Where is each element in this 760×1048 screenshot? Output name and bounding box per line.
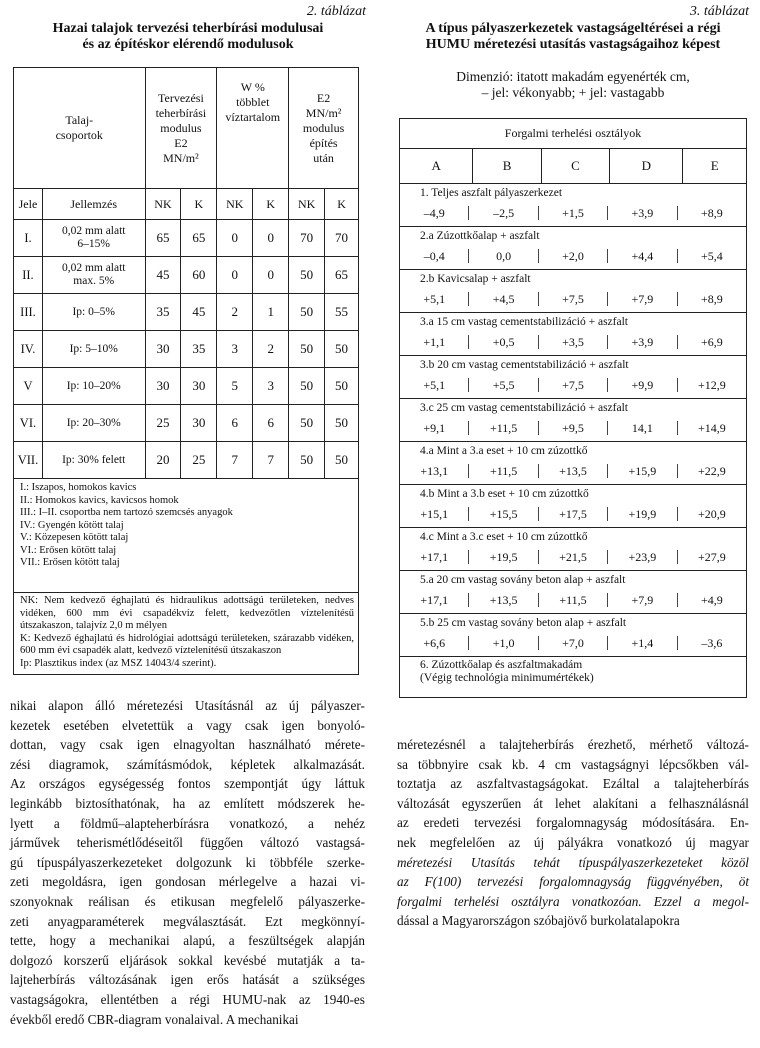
group-values bbox=[400, 249, 746, 263]
table-row bbox=[400, 356, 747, 399]
table-cell: –4,9 bbox=[423, 206, 445, 220]
class-header: D bbox=[610, 149, 683, 184]
text-line: az eredeti tervezési forgalomnagyság módosítására. En- bbox=[397, 815, 749, 831]
legend-line: VI.: Erősen kötött talaj bbox=[20, 544, 117, 556]
table-cell: +0,5 bbox=[468, 335, 537, 349]
pavement-group bbox=[400, 313, 747, 356]
table-cell: +6,9 bbox=[677, 335, 746, 349]
pavement-group bbox=[400, 184, 747, 227]
table-cell: 0 bbox=[253, 220, 289, 257]
text-line: toztatja az aszfaltvastagságokat. Ezáltal a talajteherbírás bbox=[397, 776, 749, 792]
group-title: 3.b 20 cm vastag cementstabilizáció + aszfalt bbox=[420, 359, 629, 371]
table-cell: +1,5 bbox=[538, 206, 607, 220]
legend-line: K: Kedvező éghajlatú és hidrológiai adottságú területeken, szárazabb vidéken, 600 mm évi csapadék alatt, kedvező víztelenítésű útszakaszon bbox=[20, 632, 354, 656]
text-line: méretezési Utasítás tehát típuspályaszerkezeteket közöl bbox=[397, 854, 749, 870]
table-cell: 1 bbox=[253, 294, 289, 331]
table-row bbox=[14, 257, 359, 294]
table-title-line: A típus pályaszerkezetek vastagságeltérései a régi bbox=[425, 21, 721, 36]
table-cell: 20 bbox=[145, 442, 181, 479]
table-cell: 5 bbox=[217, 368, 253, 405]
table-cell: 50 bbox=[289, 368, 325, 405]
text-line: lyett a földmű–alapteherbírásra vonatkozó, a nehéz bbox=[10, 815, 365, 831]
class-header: B bbox=[473, 149, 541, 184]
text-line: változását egyszerűen át lehet alakítani a felhasználásnál bbox=[397, 795, 749, 811]
pavement-group bbox=[400, 227, 747, 270]
text-line: szonyoknak reálisan és etikusan megfelelő pályaszerke- bbox=[10, 893, 365, 909]
group-title: 4.b Mint a 3.b eset + 10 cm zúzottkő bbox=[420, 488, 589, 500]
table-cell: 3 bbox=[217, 331, 253, 368]
subheader-cell: NK bbox=[289, 189, 325, 220]
class-header: E bbox=[683, 149, 747, 184]
table-cell: +20,9 bbox=[677, 507, 746, 521]
table-label: 3. táblázat bbox=[689, 4, 749, 19]
table-cell: +22,9 bbox=[677, 464, 746, 478]
group-values bbox=[400, 335, 746, 349]
table-cell: +3,9 bbox=[607, 206, 676, 220]
text-line: zeti megoldásra, igen gondosan mérlegelve a hazai vi- bbox=[10, 874, 365, 890]
table-cell: +19,5 bbox=[468, 550, 537, 564]
table-row bbox=[400, 528, 747, 571]
table-title bbox=[10, 21, 366, 53]
table-cell: +7,9 bbox=[607, 593, 676, 607]
table-cell: 50 bbox=[325, 331, 359, 368]
table-cell: –3,6 bbox=[677, 636, 746, 650]
table-row bbox=[14, 331, 359, 368]
text-line: tette, hogy a mechanikai alapú, a feszültségek alapján bbox=[10, 933, 365, 949]
dimension-line: – jel: vékonyabb; + jel: vastagabb bbox=[481, 85, 665, 100]
thickness-difference-table bbox=[399, 118, 747, 698]
table-cell: –0,4 bbox=[423, 249, 445, 263]
text-line: dással a Magyarországon szóbajövő burkolatalapokra bbox=[397, 913, 680, 929]
table-cell: +14,9 bbox=[677, 421, 746, 435]
group-title: 3.c 25 cm vastag cementstabilizáció + aszfalt bbox=[420, 402, 628, 414]
table-cell: +7,5 bbox=[538, 378, 607, 392]
table-row bbox=[400, 485, 747, 528]
dimension-note bbox=[397, 69, 749, 101]
legend-line: IV.: Gyengén kötött talaj bbox=[20, 519, 124, 531]
text-line: leginkább biztosíthatónak, ha az említett módszerek he- bbox=[10, 795, 365, 811]
group-values bbox=[400, 292, 746, 306]
text-line: dottan, vagy csak igen elnagyoltan használható mérete- bbox=[10, 737, 365, 753]
table-cell: +4,9 bbox=[677, 593, 746, 607]
soil-modulus-table bbox=[13, 67, 359, 675]
soil-description: 0,02 mm alatt max. 5% bbox=[42, 257, 145, 294]
soil-group-code: VII. bbox=[14, 442, 43, 479]
soil-group-code: II. bbox=[14, 257, 43, 294]
table-cell: +15,1 bbox=[420, 507, 449, 521]
group-title: 3.a 15 cm vastag cementstabilizáció + aszfalt bbox=[420, 316, 628, 328]
soil-group-code: IV. bbox=[14, 331, 43, 368]
subheader-cell: Jele bbox=[14, 189, 43, 220]
group-title: 5.a 20 cm vastag sovány beton alap + aszfalt bbox=[420, 574, 626, 586]
table-cell: 2 bbox=[253, 331, 289, 368]
table-cell: +12,9 bbox=[677, 378, 746, 392]
table-cell: 35 bbox=[145, 294, 181, 331]
table-cell: 70 bbox=[325, 220, 359, 257]
table-cell: 30 bbox=[181, 405, 217, 442]
pavement-group bbox=[400, 485, 747, 528]
table-cell: +9,9 bbox=[607, 378, 676, 392]
table-cell: 6 bbox=[217, 405, 253, 442]
table-cell: +19,9 bbox=[607, 507, 676, 521]
group-values bbox=[400, 421, 746, 435]
text-line: nikai alapon álló méretezési Utasításnál az új pályaszer- bbox=[10, 698, 365, 713]
table-row bbox=[14, 220, 359, 257]
table-cell: +15,9 bbox=[607, 464, 676, 478]
table-cell: 30 bbox=[181, 368, 217, 405]
table-row bbox=[400, 184, 747, 227]
left-column bbox=[10, 4, 366, 1029]
table-cell: 30 bbox=[145, 331, 181, 368]
pavement-group bbox=[400, 571, 747, 614]
legend-line: Ip: Plasztikus index (az MSZ 14043/4 szerint). bbox=[20, 657, 217, 669]
table-cell: +5,5 bbox=[468, 378, 537, 392]
table-cell: 50 bbox=[289, 405, 325, 442]
table-cell: +8,9 bbox=[677, 292, 746, 306]
subheader-cell: NK bbox=[217, 189, 253, 220]
table-cell: +1,4 bbox=[607, 636, 676, 650]
table-cell: +1,0 bbox=[468, 636, 537, 650]
table-title-line: HUMU méretezési utasítás vastagságaihoz képest bbox=[425, 37, 721, 52]
table-cell: 35 bbox=[181, 331, 217, 368]
table-cell: +15,5 bbox=[468, 507, 537, 521]
text-line: méretezésnél a talajteherbírás érezhető, mérhető változá- bbox=[397, 737, 749, 752]
table-cell: +13,5 bbox=[468, 593, 537, 607]
header-design-modulus: Tervezési teherbírási modulus E2 MN/m² bbox=[145, 68, 217, 189]
table-cell: 50 bbox=[325, 442, 359, 479]
text-line: zeti anyagparaméterek megválasztását. Ezt megkönnyí- bbox=[10, 913, 365, 929]
table-cell: +9,5 bbox=[538, 421, 607, 435]
table-cell: +4,4 bbox=[607, 249, 676, 263]
text-line: járművek teherismétlődéseitől függően változó vastagsá- bbox=[10, 835, 365, 851]
table-row bbox=[14, 368, 359, 405]
group-title: 2.a Zúzottkőalap + aszfalt bbox=[420, 230, 540, 242]
pavement-group bbox=[400, 399, 747, 442]
group-subtitle: (Végig technológia minimumértékek) bbox=[420, 672, 594, 684]
table-cell: 25 bbox=[145, 405, 181, 442]
class-header: A bbox=[400, 149, 473, 184]
table-cell: +6,6 bbox=[423, 636, 446, 650]
table-cell: –2,5 bbox=[468, 206, 537, 220]
pavement-group bbox=[400, 614, 747, 657]
table-cell: 2 bbox=[217, 294, 253, 331]
table-cell: +11,5 bbox=[468, 421, 537, 435]
legend-line: I.: Iszapos, homokos kavics bbox=[20, 482, 137, 493]
table-cell: 65 bbox=[181, 220, 217, 257]
legend-line: V.: Közepesen kötött talaj bbox=[20, 532, 129, 543]
table-cell: +21,5 bbox=[538, 550, 607, 564]
table-row bbox=[14, 405, 359, 442]
legend-line: II.: Homokos kavics, kavicsos homok bbox=[20, 494, 179, 506]
table-label: 2. táblázat bbox=[306, 4, 366, 19]
table-cell: 25 bbox=[181, 442, 217, 479]
table-cell: +17,1 bbox=[420, 593, 449, 607]
table-cell: +7,0 bbox=[538, 636, 607, 650]
table-cell: 50 bbox=[325, 368, 359, 405]
group-title: 4.c Mint a 3.c eset + 10 cm zúzottkő bbox=[420, 531, 588, 543]
table-cell: +11,5 bbox=[468, 464, 537, 478]
table-cell: 55 bbox=[325, 294, 359, 331]
table-title-line: Hazai talajok tervezési teherbírási modulusai bbox=[52, 21, 324, 36]
table-cell: 14,1 bbox=[607, 421, 676, 435]
subheader-cell: K bbox=[325, 189, 359, 220]
table-cell: +9,1 bbox=[423, 421, 446, 435]
table-row bbox=[400, 442, 747, 485]
table-cell: +23,9 bbox=[607, 550, 676, 564]
soil-description: 0,02 mm alatt 6–15% bbox=[42, 220, 145, 257]
soil-description: Ip: 5–10% bbox=[42, 331, 145, 368]
text-line: zési diagramok, számításmódok, képletek alkalmazását. bbox=[10, 756, 365, 772]
table-cell: +3,9 bbox=[607, 335, 676, 349]
pavement-group-6 bbox=[400, 657, 747, 698]
text-line: vastagságokra, ellentétben a régi HUMU-nak az 1940-es bbox=[10, 991, 365, 1007]
table-cell: 50 bbox=[289, 257, 325, 294]
traffic-class-caption: Forgalmi terhelési osztályok bbox=[400, 119, 747, 149]
table-cell: 50 bbox=[289, 442, 325, 479]
group-values bbox=[400, 206, 746, 220]
subheader-cell: Jellemzés bbox=[42, 189, 145, 220]
body-text-left bbox=[10, 696, 365, 1029]
text-line: forgalmi terhelési osztályra vonatkozóan. Ezzel a megol- bbox=[397, 893, 749, 909]
group-values bbox=[400, 464, 746, 478]
class-header: C bbox=[541, 149, 609, 184]
subheader-cell: K bbox=[181, 189, 217, 220]
group-title: 1. Teljes aszfalt pályaszerkezet bbox=[420, 187, 563, 199]
table-cell: +27,9 bbox=[677, 550, 746, 564]
text-line: sa többnyire csak kb. 4 cm vastagságnyi lépcsőkben vál- bbox=[397, 756, 749, 772]
group-values bbox=[400, 550, 746, 564]
text-line: lajteherbírás változásának igen erős hatását a szükséges bbox=[10, 972, 365, 988]
group-values bbox=[400, 378, 746, 392]
table-cell: 0,0 bbox=[468, 249, 537, 263]
soil-group-code: VI. bbox=[14, 405, 43, 442]
table-cell: 50 bbox=[289, 331, 325, 368]
table-cell: 6 bbox=[253, 405, 289, 442]
table-cell: +1,1 bbox=[423, 335, 446, 349]
soil-group-code: I. bbox=[14, 220, 43, 257]
header-e2-modulus: E2 MN/m² modulus építés után bbox=[289, 68, 359, 189]
table-cell: 7 bbox=[217, 442, 253, 479]
table-row bbox=[400, 614, 747, 657]
table-cell: 65 bbox=[145, 220, 181, 257]
table-cell: 65 bbox=[325, 257, 359, 294]
table-cell: +3,5 bbox=[538, 335, 607, 349]
soil-group-code: V bbox=[14, 368, 43, 405]
legend-soil-groups bbox=[14, 479, 359, 593]
legend-line: III.: I–II. csoportba nem tartozó szemcsés anyagok bbox=[20, 507, 233, 518]
table-cell: +7,5 bbox=[538, 292, 607, 306]
table-cell: +17,1 bbox=[420, 550, 449, 564]
text-line: évekből eredő CBR-diagram vonalaival. A mechanikai bbox=[10, 1011, 299, 1027]
soil-group-code: III. bbox=[14, 294, 43, 331]
table-cell: 45 bbox=[181, 294, 217, 331]
table-cell: 70 bbox=[289, 220, 325, 257]
table-cell: 3 bbox=[253, 368, 289, 405]
pavement-group bbox=[400, 442, 747, 485]
legend-conditions bbox=[14, 593, 359, 675]
table-cell: 7 bbox=[253, 442, 289, 479]
text-line: nek megfelelően az új pályákra vonatkozó új magyar bbox=[397, 834, 749, 850]
header-water-content: W % többlet víztartalom bbox=[217, 68, 289, 189]
table-cell: +4,5 bbox=[468, 292, 537, 306]
pavement-group bbox=[400, 356, 747, 399]
header-soil-groups: Talaj- csoportok bbox=[14, 68, 146, 189]
table-cell: +13,1 bbox=[420, 464, 449, 478]
group-title: 6. Zúzottkőalap és aszfaltmakadám bbox=[420, 659, 583, 671]
legend-line: NK: Nem kedvező éghajlatú és hidraulikus adottságú területeken, nedves vidéken, 600 mm évi csapadékvíz felett, kedvezőtlen víztelenítésű útszakaszon, talajvíz 2,0 m mélyen bbox=[20, 595, 354, 631]
group-values bbox=[400, 507, 746, 521]
table-row bbox=[14, 442, 359, 479]
table-cell: +13,5 bbox=[538, 464, 607, 478]
right-column bbox=[397, 4, 749, 931]
table-cell: +17,5 bbox=[538, 507, 607, 521]
table-cell: +7,9 bbox=[607, 292, 676, 306]
table-cell: 30 bbox=[145, 368, 181, 405]
table-cell: 50 bbox=[325, 405, 359, 442]
table-title bbox=[397, 21, 749, 53]
legend-line: VII.: Erősen kötött talaj bbox=[20, 557, 120, 568]
group-title: 4.a Mint a 3.a eset + 10 cm zúzottkő bbox=[420, 445, 588, 457]
soil-description: Ip: 0–5% bbox=[42, 294, 145, 331]
pavement-group bbox=[400, 270, 747, 313]
table-cell: 50 bbox=[289, 294, 325, 331]
subheader-cell: NK bbox=[145, 189, 181, 220]
soil-description: Ip: 10–20% bbox=[42, 368, 145, 405]
table-title-line: és az építéskor elérendő modulusok bbox=[82, 37, 294, 52]
table-row bbox=[400, 399, 747, 442]
table-cell: 0 bbox=[217, 257, 253, 294]
text-line: az F(100) tervezési forgalomnagyság függvényében, öt bbox=[397, 874, 749, 890]
table-cell: +5,1 bbox=[423, 292, 446, 306]
text-line: kezetek esetében elvetettük a vagy csak igen bonyoló- bbox=[10, 717, 365, 733]
group-values bbox=[400, 593, 746, 607]
table-row bbox=[400, 227, 747, 270]
table-cell: +2,0 bbox=[538, 249, 607, 263]
table-cell: 45 bbox=[145, 257, 181, 294]
body-text-right bbox=[397, 735, 749, 931]
group-title: 5.b 25 cm vastag sovány beton alap + aszfalt bbox=[420, 617, 627, 629]
text-line: Az országos egységesség fontos szempontját úgy láttuk bbox=[10, 776, 365, 792]
table-cell: +5,4 bbox=[677, 249, 746, 263]
pavement-group bbox=[400, 528, 747, 571]
text-line: dolgozó korszerű eljárások sokkal kevésbé mutatják a ta- bbox=[10, 952, 365, 968]
group-values bbox=[400, 636, 746, 650]
dimension-line: Dimenzió: itatott makadám egyenérték cm, bbox=[456, 69, 690, 84]
table-row bbox=[400, 313, 747, 356]
text-line: gú típuspályaszerkezeteket dolgozunk ki többféle szerke- bbox=[10, 854, 365, 870]
table-cell: +8,9 bbox=[677, 206, 746, 220]
table-cell: 0 bbox=[217, 220, 253, 257]
table-cell: +5,1 bbox=[423, 378, 446, 392]
subheader-cell: K bbox=[253, 189, 289, 220]
table-cell: 0 bbox=[253, 257, 289, 294]
group-title: 2.b Kavicsalap + aszfalt bbox=[420, 273, 531, 285]
soil-description: Ip: 20–30% bbox=[42, 405, 145, 442]
table-cell: +11,5 bbox=[538, 593, 607, 607]
table-row bbox=[14, 294, 359, 331]
table-row bbox=[400, 270, 747, 313]
table-cell: 60 bbox=[181, 257, 217, 294]
soil-description: Ip: 30% felett bbox=[42, 442, 145, 479]
table-row bbox=[400, 571, 747, 614]
